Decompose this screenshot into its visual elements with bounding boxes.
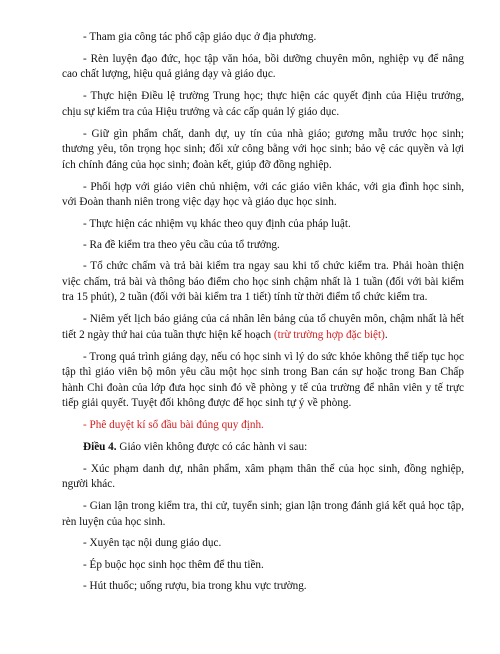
highlight-note: (trừ trường hợp đặc biệt) — [273, 328, 385, 341]
article-label: Điều 4. — [83, 440, 117, 453]
highlight-paragraph: - Phê duyệt kí sổ đầu bài đúng quy định. — [83, 419, 264, 432]
paragraph-end: . — [384, 328, 388, 341]
paragraph: - Thực hiện các nhiệm vụ khác theo quy định của pháp luật. — [83, 217, 351, 230]
paragraph-text: - Niêm yết lịch báo giảng của cá nhân lên bảng của tổ chuyên môn, chậm nhất là hết tiết 2 ngày thứ hai của tuần thực hiện kế hoạch — [62, 313, 464, 341]
paragraph: - Phối hợp với giáo viên chủ nhiệm, với các giáo viên khác, với gia đình học sinh, với Đoàn thanh niên trong việc dạy học và giáo dục học sinh. — [62, 180, 464, 209]
paragraph: - Trong quá trình giảng dạy, nếu có học sinh vì lý do sức khỏe không thể tiếp tục học tập thì giáo viên bộ môn yêu cầu một học sinh trong Ban cán sự hoặc trong Ban Chấp hành Chi đoàn của lớp đưa học sinh đó về phòng y tế của trường để nhân viên y tế trực tiếp giải quyết. Tuyệt đối không được để học sinh tự ý về phòng. — [62, 350, 464, 410]
paragraph: - Ra đề kiểm tra theo yêu cầu của tổ trưởng. — [83, 239, 280, 252]
article-heading — [62, 440, 464, 456]
paragraph: - Ép buộc học sinh học thêm để thu tiền. — [83, 558, 264, 571]
paragraph: - Xúc phạm danh dự, nhân phẩm, xâm phạm thân thể của học sinh, đồng nghiệp, người khác. — [62, 462, 464, 491]
paragraph: - Rèn luyện đạo đức, học tập văn hóa, bồi dưỡng chuyên môn, nghiệp vụ để nâng cao chất lượng, hiệu quả giảng dạy và giáo dục. — [62, 52, 464, 81]
paragraph: - Hút thuốc; uống rượu, bia trong khu vực trường. — [83, 579, 307, 592]
paragraph: - Thực hiện Điều lệ trường Trung học; thực hiện các quyết định của Hiệu trưởng, chịu sự kiểm tra của Hiệu trưởng và các cấp quản lý giáo dục. — [62, 90, 464, 118]
paragraph-lich-bao-giang — [62, 312, 464, 343]
paragraph: - Tham gia công tác phổ cập giáo dục ở địa phương. — [83, 31, 317, 43]
article-text: Giáo viên không được có các hành vi sau: — [116, 440, 308, 453]
paragraph: - Tổ chức chấm và trả bài kiểm tra ngay sau khi tổ chức kiểm tra. Phải hoàn thiện việc chấm, trả bài và thông báo điểm cho học sinh chậm nhất là 1 tuần (đối với bài kiểm tra 15 phút), 2 tuần (đối với bài kiểm tra 1 tiết) tính từ thời điểm tổ chức kiểm tra. — [62, 260, 464, 304]
paragraph: - Gian lận trong kiểm tra, thi cử, tuyển sinh; gian lận trong đánh giá kết quả học tập, rèn luyện của học sinh. — [62, 500, 464, 528]
paragraph: - Xuyên tạc nội dung giáo dục. — [83, 537, 222, 550]
paragraph: - Giữ gìn phẩm chất, danh dự, uy tín của nhà giáo; gương mẫu trước học sinh; thương yêu, tôn trọng học sinh; đối xử công bằng với học sinh; bảo vệ các quyền và lợi ích chính đáng của học sinh; đoàn kết, giúp đỡ đồng nghiệp. — [62, 127, 464, 171]
